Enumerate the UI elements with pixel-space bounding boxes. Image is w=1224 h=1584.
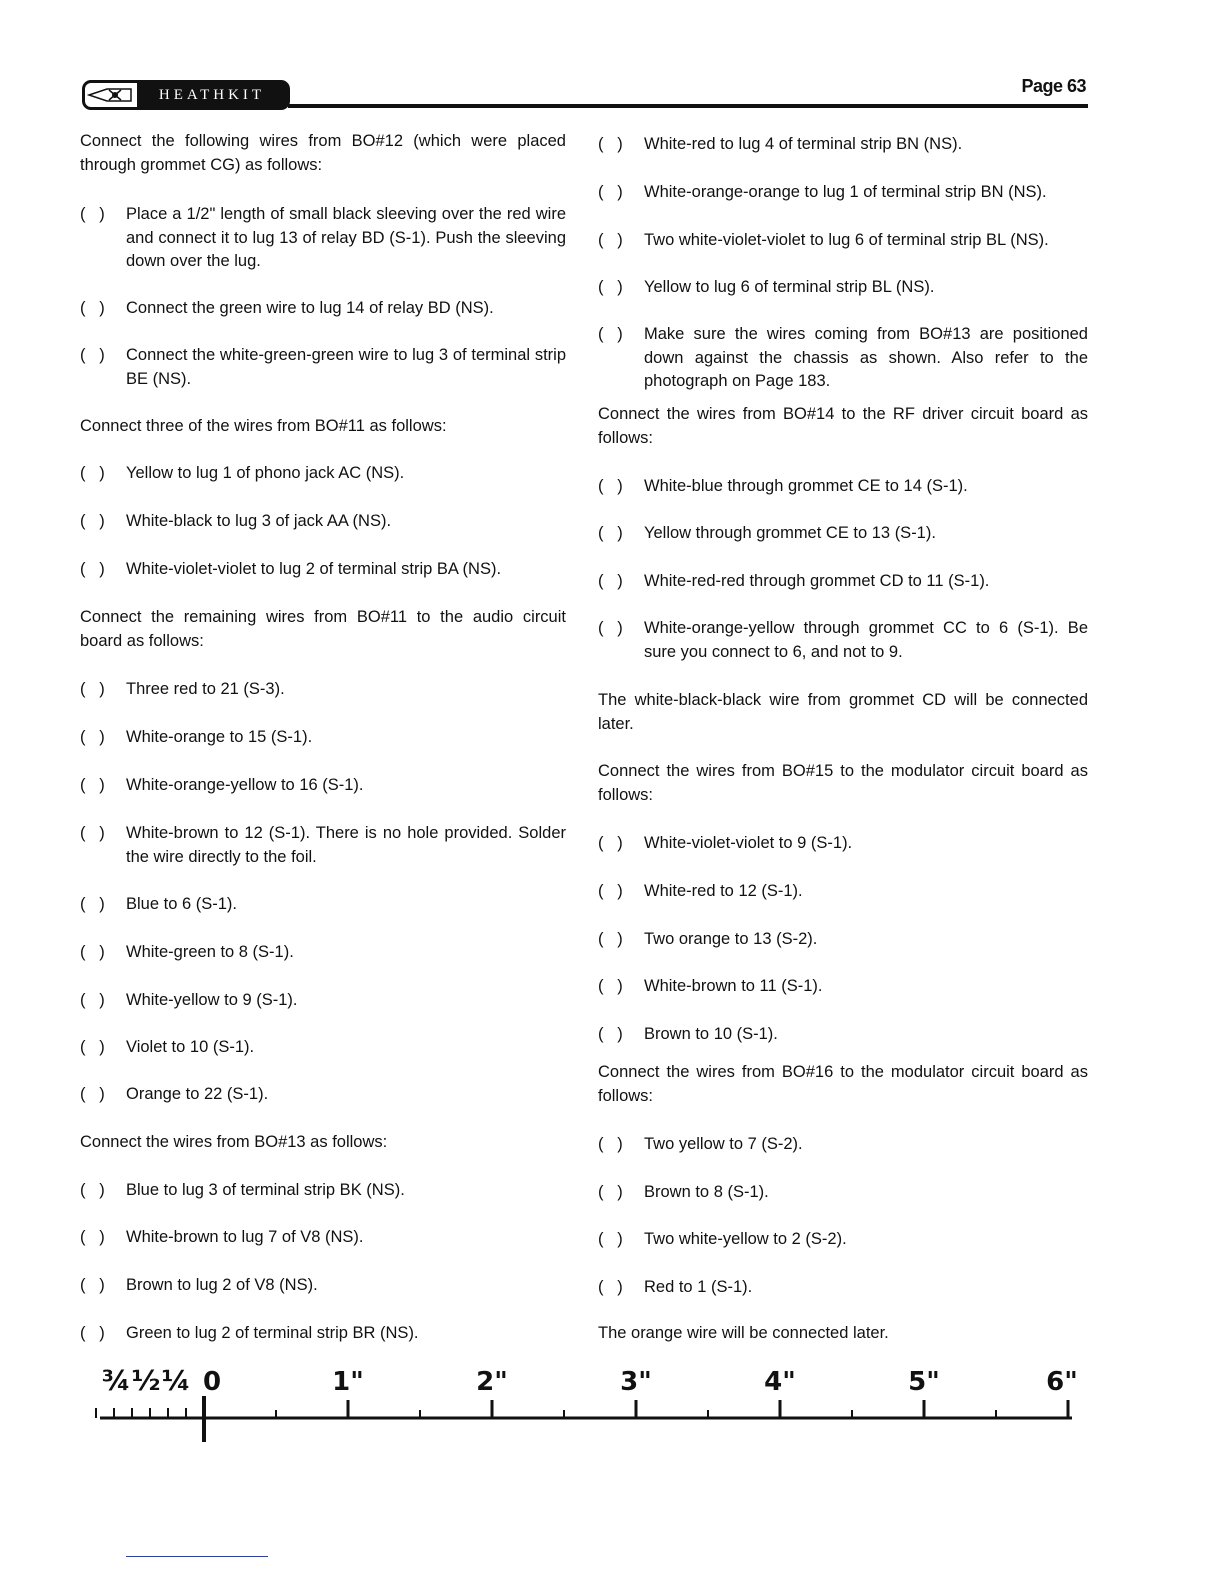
step-checkbox[interactable]: ( )	[80, 299, 105, 317]
step-text: Yellow through grommet CE to 13 (S-1).	[644, 524, 936, 542]
instruction-paragraph: Connect the wires from BO#15 to the modulator circuit board as follows:	[598, 762, 1088, 804]
step-item	[598, 1276, 1088, 1300]
header-rule	[288, 104, 1088, 108]
step-item	[80, 726, 566, 750]
step-checkbox[interactable]: ( )	[598, 477, 623, 495]
step-text: Red to 1 (S-1).	[644, 1278, 753, 1296]
step-item	[80, 774, 566, 798]
step-checkbox[interactable]: ( )	[598, 882, 623, 900]
step-checkbox[interactable]: ( )	[80, 991, 105, 1009]
step-item	[598, 570, 1088, 594]
step-text: Brown to lug 2 of V8 (NS).	[126, 1276, 318, 1294]
step-text: White-orange-orange to lug 1 of terminal strip BN (NS).	[644, 183, 1047, 201]
step-item	[598, 133, 1088, 157]
step-text: White-green to 8 (S-1).	[126, 943, 294, 961]
footer-link-underline	[126, 1556, 268, 1557]
step-checkbox[interactable]: ( )	[80, 1085, 105, 1103]
step-text: Connect the white-green-green wire to lug 3 of terminal strip BE (NS).	[126, 346, 566, 388]
step-text: Blue to 6 (S-1).	[126, 895, 237, 913]
step-text: White-orange-yellow through grommet CC to 6 (S-1). Be sure you connect to 6, and not to 9.	[644, 619, 1088, 661]
logo-text: HEATHKIT	[158, 87, 266, 103]
step-checkbox[interactable]: ( )	[598, 278, 623, 296]
ruler-fraction-label: ¼	[161, 1364, 191, 1397]
step-item	[80, 893, 566, 917]
step-text: Yellow to lug 1 of phono jack AC (NS).	[126, 464, 405, 482]
step-text: Orange to 22 (S-1).	[126, 1085, 269, 1103]
instruction-paragraph: Connect the wires from BO#16 to the modulator circuit board as follows:	[598, 1063, 1088, 1105]
step-checkbox[interactable]: ( )	[80, 205, 105, 223]
step-item	[80, 297, 566, 321]
step-item	[598, 1023, 1088, 1047]
step-text: White-orange-yellow to 16 (S-1).	[126, 776, 364, 794]
step-checkbox[interactable]: ( )	[598, 325, 623, 343]
step-checkbox[interactable]: ( )	[80, 1038, 105, 1056]
step-checkbox[interactable]: ( )	[80, 512, 105, 530]
step-item	[598, 1228, 1088, 1252]
step-text: White-violet-violet to 9 (S-1).	[644, 834, 853, 852]
step-item	[80, 1036, 566, 1060]
step-text: White-orange to 15 (S-1).	[126, 728, 313, 746]
instruction-paragraph: Connect the following wires from BO#12 (which were placed through grommet CG) as follows:	[80, 132, 566, 174]
step-text: Place a 1/2" length of small black sleeving over the red wire and connect it to lug 13 of relay BD (S-1). Push the sleeving down over the lug.	[126, 205, 566, 270]
step-item	[598, 229, 1088, 253]
step-checkbox[interactable]: ( )	[598, 619, 623, 637]
step-checkbox[interactable]: ( )	[80, 1181, 105, 1199]
step-item	[80, 1083, 566, 1107]
page-number: Page 63	[1021, 76, 1086, 96]
step-item	[598, 181, 1088, 205]
step-checkbox[interactable]: ( )	[80, 346, 105, 364]
step-item	[80, 1322, 566, 1346]
step-checkbox[interactable]: ( )	[598, 1025, 623, 1043]
ruler-fraction-label: ¾	[101, 1364, 131, 1397]
step-checkbox[interactable]: ( )	[598, 1278, 623, 1296]
step-checkbox[interactable]: ( )	[80, 560, 105, 578]
step-text: Two white-violet-violet to lug 6 of terminal strip BL (NS).	[644, 231, 1049, 249]
step-text: Yellow to lug 6 of terminal strip BL (NS).	[644, 278, 935, 296]
step-item	[80, 558, 566, 582]
step-text: White-red to 12 (S-1).	[644, 882, 803, 900]
step-checkbox[interactable]: ( )	[598, 183, 623, 201]
step-text: Blue to lug 3 of terminal strip BK (NS).	[126, 1181, 405, 1199]
step-item	[598, 832, 1088, 856]
step-item	[80, 989, 566, 1013]
step-checkbox[interactable]: ( )	[80, 1324, 105, 1342]
step-text: White-brown to lug 7 of V8 (NS).	[126, 1228, 364, 1246]
step-item	[80, 1274, 566, 1298]
instruction-paragraph: Connect the wires from BO#13 as follows:	[80, 1133, 388, 1151]
step-item	[598, 522, 1088, 546]
instruction-paragraph: The white-black-black wire from grommet CD will be connected later.	[598, 691, 1088, 733]
step-checkbox[interactable]: ( )	[598, 524, 623, 542]
step-item	[80, 822, 566, 869]
step-checkbox[interactable]: ( )	[598, 930, 623, 948]
step-item	[598, 617, 1088, 664]
instruction-paragraph: The orange wire will be connected later.	[598, 1324, 889, 1342]
step-checkbox[interactable]: ( )	[80, 895, 105, 913]
instruction-paragraph: Connect three of the wires from BO#11 as follows:	[80, 417, 447, 435]
step-text: White-black to lug 3 of jack AA (NS).	[126, 512, 392, 530]
step-item	[598, 323, 1088, 394]
step-checkbox[interactable]: ( )	[80, 943, 105, 961]
step-checkbox[interactable]: ( )	[80, 776, 105, 794]
heathkit-logo	[82, 80, 290, 110]
step-text: Two orange to 13 (S-2).	[644, 930, 818, 948]
step-text: Two white-yellow to 2 (S-2).	[644, 1230, 847, 1248]
step-item	[80, 1226, 566, 1250]
step-item	[80, 462, 566, 486]
step-item	[80, 510, 566, 534]
ruler-inch-label: 1"	[332, 1367, 364, 1397]
step-item	[598, 475, 1088, 499]
step-checkbox[interactable]: ( )	[598, 1183, 623, 1201]
step-item	[80, 203, 566, 274]
ruler-fraction-label: ½	[131, 1364, 161, 1397]
logo-emblem-icon	[85, 83, 137, 107]
ruler-inch-label: 3"	[620, 1367, 652, 1397]
step-checkbox[interactable]: ( )	[80, 1228, 105, 1246]
ruler-inch-label: 6"	[1046, 1367, 1078, 1397]
step-text: Brown to 8 (S-1).	[644, 1183, 769, 1201]
step-checkbox[interactable]: ( )	[598, 1135, 623, 1153]
ruler-inch-label: 4"	[764, 1367, 796, 1397]
step-checkbox[interactable]: ( )	[80, 1276, 105, 1294]
step-checkbox[interactable]: ( )	[598, 135, 623, 153]
step-checkbox[interactable]: ( )	[80, 680, 105, 698]
step-checkbox[interactable]: ( )	[80, 824, 105, 842]
step-checkbox[interactable]: ( )	[598, 1230, 623, 1248]
step-checkbox[interactable]: ( )	[598, 572, 623, 590]
step-text: White-red-red through grommet CD to 11 (S-1).	[644, 572, 990, 590]
ruler-inch-label: 0	[202, 1367, 222, 1397]
step-text: Make sure the wires coming from BO#13 are positioned down against the chassis as shown. Also refer to the photograph on Page 183.	[644, 325, 1088, 390]
step-text: White-yellow to 9 (S-1).	[126, 991, 298, 1009]
step-item	[598, 928, 1088, 952]
step-item	[598, 880, 1088, 904]
step-text: Brown to 10 (S-1).	[644, 1025, 778, 1043]
step-checkbox[interactable]: ( )	[598, 231, 623, 249]
step-text: Green to lug 2 of terminal strip BR (NS).	[126, 1324, 419, 1342]
step-item	[80, 941, 566, 965]
step-item	[598, 276, 1088, 300]
instruction-paragraph: Connect the wires from BO#14 to the RF driver circuit board as follows:	[598, 405, 1088, 447]
step-text: White-brown to 11 (S-1).	[644, 977, 823, 995]
step-text: Two yellow to 7 (S-2).	[644, 1135, 803, 1153]
step-checkbox[interactable]: ( )	[80, 464, 105, 482]
step-checkbox[interactable]: ( )	[598, 834, 623, 852]
step-item	[598, 1181, 1088, 1205]
step-text: Connect the green wire to lug 14 of relay BD (NS).	[126, 299, 494, 317]
step-text: Three red to 21 (S-3).	[126, 680, 285, 698]
step-checkbox[interactable]: ( )	[80, 728, 105, 746]
step-item	[80, 344, 566, 391]
ruler-inch-label: 5"	[908, 1367, 940, 1397]
step-text: White-blue through grommet CE to 14 (S-1).	[644, 477, 968, 495]
step-text: White-violet-violet to lug 2 of terminal strip BA (NS).	[126, 560, 502, 578]
step-item	[80, 678, 566, 702]
step-item	[598, 975, 1088, 999]
step-text: White-brown to 12 (S-1). There is no hole provided. Solder the wire directly to the foil.	[126, 824, 566, 866]
ruler-inch-label: 2"	[476, 1367, 508, 1397]
instruction-paragraph: Connect the remaining wires from BO#11 to the audio circuit board as follows:	[80, 608, 566, 650]
step-item	[598, 1133, 1088, 1157]
step-text: Violet to 10 (S-1).	[126, 1038, 255, 1056]
step-item	[80, 1179, 566, 1203]
step-text: White-red to lug 4 of terminal strip BN (NS).	[644, 135, 963, 153]
step-checkbox[interactable]: ( )	[598, 977, 623, 995]
inch-ruler	[0, 1360, 1224, 1450]
